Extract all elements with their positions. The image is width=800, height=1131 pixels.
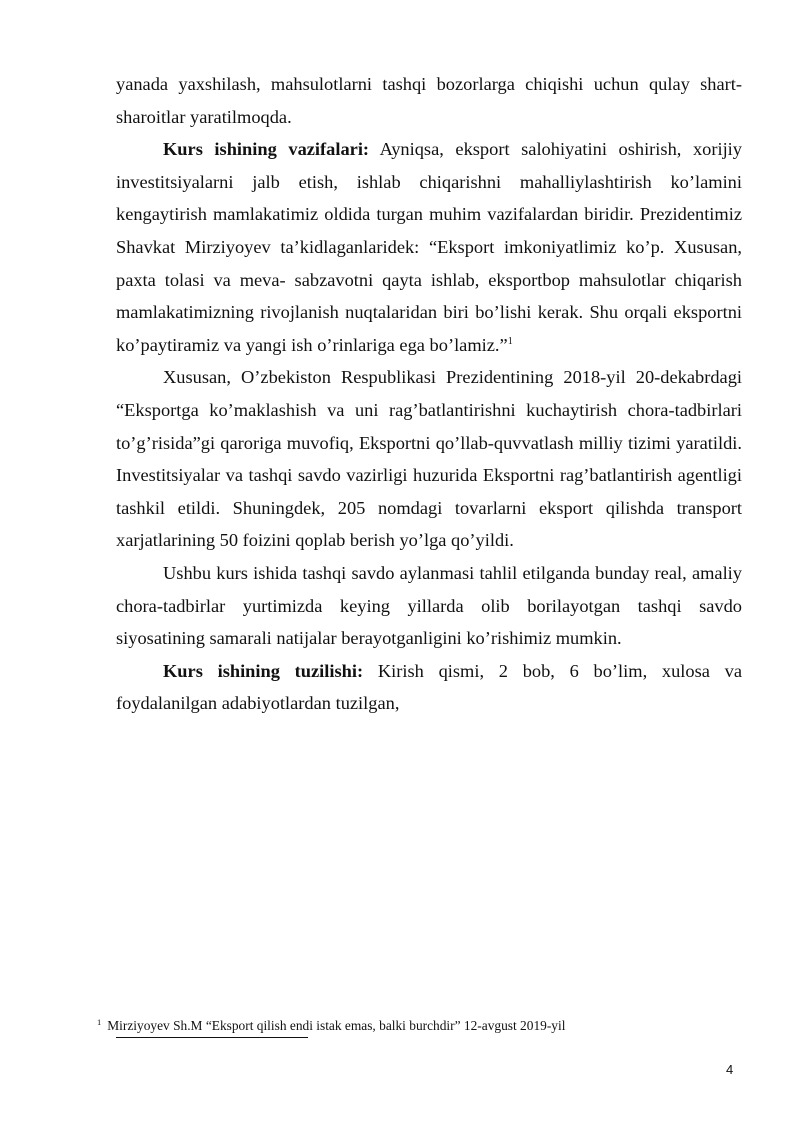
paragraph-intro-continuation [116, 68, 742, 133]
document-body [116, 68, 742, 720]
footnote-marker: 1 [97, 1016, 102, 1027]
paragraph-text: Ayniqsa, eksport salohiyatini oshirish, xorijiy investitsiyalarni jalb etish, ishlab chiqarishni mahalliylashtirish ko’lamini kengaytirish mamlakatimiz oldida turgan muhim vazifalardan biridir. Prezidentimiz Shavkat Mirziyoyev ta’kidlaganlaridek: “Eksport imkoniyatlimiz ko’p. Xususan, paxta tolasi va meva- sabzavotni qayta ishlab, eksportbop mahsulotlar chiqarish mamlakatimizning rivojlanish nuqtalaridan biri bo’lishi kerak. Shu orqali eksportni ko’paytiramiz va yangi ish o’rinlariga ega bo’lamiz.” [116, 139, 742, 355]
paragraph-text: Ushbu kurs ishida tashqi savdo aylanmasi tahlil etilganda bunday real, amaliy chora-tadbirlar yurtimizda keying yillarda olib borilayotgan tashqi savdo siyosatining samarali natijalar berayotganligini ko’rishimiz mumkin. [116, 562, 742, 649]
paragraph-trade-analysis [116, 557, 742, 655]
section-heading-tasks: Kurs ishining vazifalari: [163, 139, 370, 160]
paragraph-text: Kirish qismi, 2 bob, 6 bo’lim, xulosa va foydalanilgan adabiyotlardan tuzilgan, [116, 660, 742, 714]
paragraph-course-structure [116, 655, 742, 720]
footnote [97, 1017, 757, 1035]
paragraph-text: yanada yaxshilash, mahsulotlarni tashqi bozorlarga chiqishi uchun qulay shart-sharoitlar yaratilmoqda. [116, 74, 742, 127]
footnote-divider [116, 1037, 308, 1038]
paragraph-presidential-decree [116, 361, 742, 557]
footnote-text: Mirziyoyev Sh.M “Eksport qilish endi istak emas, balki burchdir” 12-avgust 2019-yil [107, 1018, 566, 1033]
paragraph-text: Xususan, O’zbekiston Respublikasi Prezidentining 2018-yil 20-dekabrdagi “Eksportga ko’maklashish va uni rag’batlantirishni kuchaytirish chora-tadbirlari to’g’risida”gi qaroriga muvofiq, Eksportni qo’llab-quvvatlash milliy tizimi yaratildi. Investitsiyalar va tashqi savdo vazirligi huzurida Eksportni rag’batlantirish agentligi tashkil etildi. Shuningdek, 205 nomdagi tovarlarni eksport qilishda transport xarjatlarining 50 foizini qoplab berish yo’lga qo’yildi. [116, 367, 742, 551]
section-heading-structure: Kurs ishining tuzilishi: [163, 660, 364, 681]
page-number: 4 [726, 1062, 734, 1077]
footnote-reference[interactable]: 1 [507, 335, 513, 347]
paragraph-course-tasks [116, 133, 742, 361]
